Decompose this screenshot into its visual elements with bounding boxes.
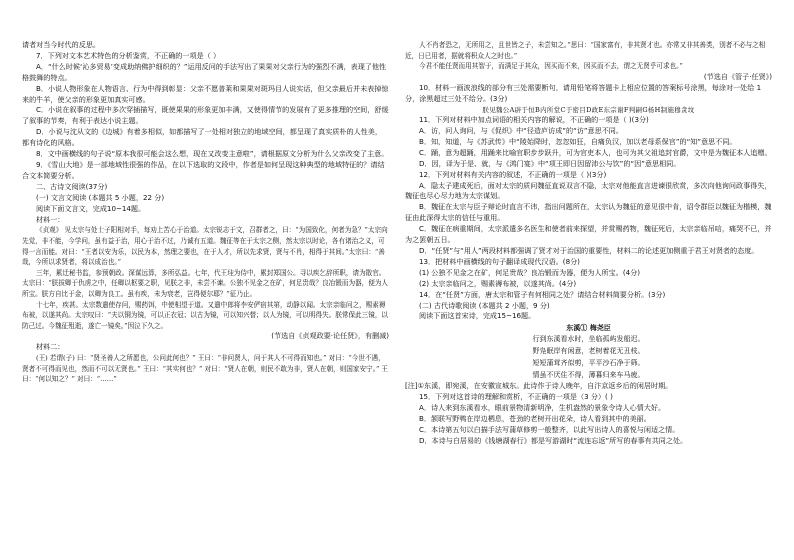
right-paragraph: 阅读下面这首宋诗，完成15~16题。	[419, 311, 536, 321]
right-paragraph: 14．在“任贤”方面，唐太宗和管子有何相同之处？请结合材料简要分析。(3分)	[419, 289, 666, 299]
left-paragraph: D．小说与沈从文的《边城》有着多相似，如都描写了一处相对独立的地域空间，都呈现了真实质朴的人性美，都有诗化的风格。	[22, 127, 382, 148]
right-paragraph: A．诗人来到东溪看水，眼前景物清新明净，生机盎然的景象令诗人心情大好。	[419, 403, 666, 413]
right-paragraph: B．魏征在太宗与臣子辩论时直言不讳，指出问题所在，太宗认为魏征的意见很中肯，诏令群臣以魏征为楷模，魏征由此深得太宗的信任与重用。	[405, 202, 772, 223]
left-paragraph: (王) 若谓(子) 曰：“贤圣善人之所愿也，公问此何也？” 王曰：“非问贤人，问于其人不可得而知也。” 对曰：“今世不遇，贤者不可得而见也，然而不可以无贤也。” 王曰：“其实何也？” 对曰：“贤人在朝，则民不敢为非，贤人在朝，则国家安宁。” 王曰：“何以知之？” 对曰：“……”	[22, 354, 389, 384]
right-paragraph: C．踊，意为超踊，用踊来比喻官职步步跃升，可为官吏本人，也可为其父祖追封官爵，文中是为魏征本人追赠。	[419, 147, 772, 157]
left-paragraph: 三年，累迁秘书监，参预朝政。深谋远算，多所弘益。七年，代王珪为侍中，累封郑国公。寻以疾乞辞所职，请为散官。太宗曰：“朕拔卿于仇虏之中，任卿以枢要之职，见朕之非，未尝不谏。公独不见金之在矿，何足贵哉？良冶锻而为器，便为人所宝。朕方自比于金，以卿为良工。虽有疾，未为衰老，岂得便尔耶？”征乃止。	[22, 268, 389, 298]
right-paragraph: C．魏征在病重期间，太宗派遣多名医生和使者前来探望，并赏赐药物，魏征死后，太宗亲临吊唁，痛哭不已，并为之罢朝五日。	[405, 224, 772, 245]
right-paragraph: D．因，译为于是、就，与《鸿门宴》中“项王即日因留沛公与饮”的“因”意思相同。	[419, 158, 681, 168]
right-paragraph: 野凫眠岸有闲意，老树着花无丑枝。	[532, 346, 645, 355]
right-paragraph: 东溪① 梅尧臣	[566, 323, 611, 333]
right-paragraph: 12．下列对材料有关内容的叙述，不正确的一项是（ )(3分)	[419, 169, 607, 179]
left-paragraph: (节选自《贞观政要·论任贤》，有删减)	[271, 331, 389, 341]
right-paragraph: 11．下列对材料中加点词语的相关内容的解说，不正确的一项是（ )(3分)	[419, 115, 649, 125]
right-paragraph: 朕见魏公A辟于恒B内所堂C于密目D政E东宗谢F判嗣G杨H制施穆贪坟	[482, 105, 695, 114]
right-paragraph: (2) 太宗亲临问之，赐素褥布被，以遂其尚。(4分)	[419, 278, 577, 288]
left-column	[22, 40, 389, 550]
left-paragraph: 材料一：	[36, 214, 65, 224]
right-paragraph: (节选自《管子·任贤》)	[703, 71, 772, 81]
right-paragraph: 情虽不厌住不得，薄暮归来车马疲。	[532, 370, 645, 379]
left-paragraph: 阅读下面文言文，完成10~14题。	[36, 203, 146, 213]
left-paragraph: 《贞观》 见太宗与处士子阳相对手，每劝上苦心于治道。太宗锐志于文，召群者之，曰：“为国致化，何者为急？”太宗向先觉，非不能，今学问，虽有益于治，用心于治不过，乃诚有五道。魏征等在于太宗之侧，然太宗以时论，各有诸治之义，可得一言而能。对曰：“王者以安为乐，以民为本，然理之要也，在于人才，所以先求贤，贤与不肖，相得于其间。”太宗曰：“善哉，今所以求贤者，将以成治也。”	[22, 226, 388, 267]
left-paragraph: C．小说在叙事的过程中多次穿插描写，既使果果的形象更加丰满，又使得情节的发展有了更多推理的空间，舒缓了叙事的节奏，有利于表达小说主题。	[22, 105, 389, 126]
right-paragraph: A．访，问人询问，与《促织》中“径造庐访成”的“访”意思不同。	[419, 126, 623, 135]
right-paragraph: 行到东溪看水时，坐临孤屿发船迟。	[532, 335, 645, 344]
right-paragraph: B．知，知道，与《苏武传》中“陵始降时，忽忽如狂，自痛负汉，加以老母系保宫”的“知”意思不同。	[419, 136, 737, 146]
right-paragraph: 人不肖者恐之，无所用之，且世皆之子，未尝知之。”思曰：“国家富有，非其贤才也。亦常又非其善类，别者不必与之相近，日已用者，据就将积众人之时也。”	[405, 41, 766, 60]
right-paragraph: 10．材料一画波浪线的部分有三处需要断句，请用铅笔将答题卡上相应位置的答案标号涂黑，每涂对一处给 1 分，涂黑超过三处不给分。(3分)	[405, 82, 762, 103]
right-paragraph: 15．下列对这首诗的理解和赏析，不正确的一项是（3 分）( )	[419, 392, 613, 402]
right-paragraph: 短短蒲茸齐似剪，平平沙石净于筛。	[532, 358, 645, 367]
left-paragraph: 8．文中画横线的句子说“原本我很可能会这么想，现在又改变主意啦”，请根据原文分析为什么父亲改变了主意。	[36, 149, 389, 159]
right-paragraph: D．本诗与白居易的《钱塘湖春行》都是写游湖时“流连忘返”所写的春事有共同之处。	[419, 435, 688, 445]
right-paragraph: A．隐太子建成死后，面对太宗的质问魏征直说双言不隐，太宗对他能直言进谏很欣赏，多次向他询问政事得失，魏征也尽心尽力地为太宗谋划。	[405, 180, 772, 201]
left-paragraph: B．小说人物形象在人物语言、行为中得到彰显：父亲不愿普莱和果果对斑玛目人说实话，但父亲最后并未表掉惊来的牛羊，使父亲的形象更加真实可感。	[22, 83, 389, 104]
right-paragraph: 今君不能任贤而用其智于，而满足于其众，因买而不来，因买而不去，谓之无贤乎可求也。”	[419, 62, 683, 71]
left-paragraph: 十七年，疾甚。太宗数遣使存问，赐药饵，中使相望于道。又遣中郎将李安俨宿其第，动静以闻。太宗亲临问之，赐素褥布被，以遂其尚。太宗叹曰：“夫以铜为镜，可以正衣冠；以古为镜，可以知兴替；以人为镜，可以明得失。朕常保此三镜，以防己过。今魏征殂逝，遂亡一镜矣。”因泣下久之。	[22, 300, 389, 330]
left-paragraph: 请者对当今时代的反思。	[22, 40, 101, 49]
right-paragraph: C．本诗第五句以白描手法写蒲草修剪一般整齐，以此写出诗人的喜悦与闲适之情。	[419, 424, 680, 434]
left-paragraph: A．“什么时候‘沁多贸易’变成助纳佛护细织的？”运用反问的手法写出了果果对父亲行为的强烈不满，表现了他性格鼓舞的特点。	[22, 61, 387, 82]
right-paragraph: 13．把材料中画横线的句子翻译成现代汉语。(8分)	[419, 256, 580, 266]
right-paragraph: (二) 古代诗歌阅读 (本题共 2 小题，9 分)	[419, 300, 550, 310]
right-paragraph: D．“任贤”与“用人”两段材料都强调了贤才对于治国的重要性，材料二的论述更加侧重于君王对贤者的态度。	[419, 245, 759, 255]
left-paragraph: 二、古诗文阅读(37分)	[36, 181, 108, 191]
right-column	[405, 40, 772, 550]
right-paragraph: (1) 公独不见金之在矿，何足贵哉？良冶锻而为器，便为人所宝。(4分)	[419, 267, 640, 277]
left-paragraph: 7．下列对文本艺术特色的分析鉴赏，不正确的一项是（ ）	[36, 50, 221, 60]
right-paragraph: B．颔联写野鸭在岸边栖息，苍劲的老树开出花朵，诗人看到其中的美丽。	[419, 414, 651, 424]
left-paragraph: 9．《雪山大地》是一部地域性很强的作品，在以下选取的文段中，作者是如何呈现这种典型的地域特征的？请结合文本简要分析。	[22, 159, 385, 180]
right-paragraph: [注]①东溪，即宛溪，在安徽宣城东。此诗作于诗人晚年，自汴京返乡后的闲居时期。	[405, 381, 673, 391]
left-paragraph: (一) 文言文阅读 (本题共 5 小题，22 分)	[36, 192, 165, 202]
left-paragraph: 材料二：	[36, 342, 65, 352]
